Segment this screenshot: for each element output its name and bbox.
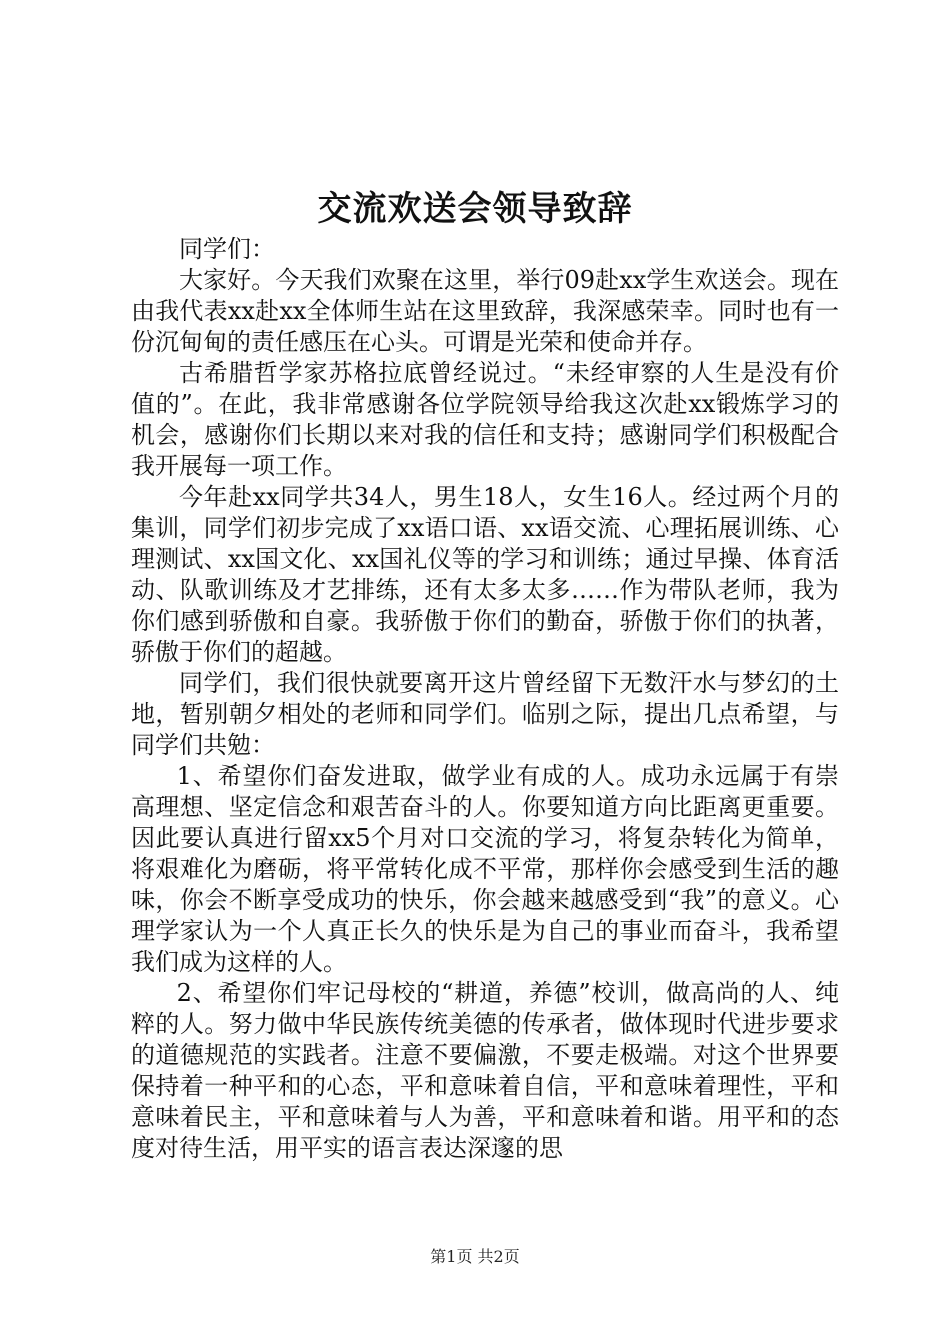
greeting: 同学们： [179,235,275,263]
paragraph-1: 大家好。今天我们欢聚在这里，举行09赴xx学生欢送会。现在由我代表xx赴xx全体师生站在这里致辞，我深感荣幸。同时也有一份沉甸甸的责任感压在心头。可谓是光荣和使命并存。 [131,266,839,356]
document-title: 交流欢送会领导致辞 [317,189,633,229]
page-footer: 第1页 共2页 [430,1247,520,1266]
paragraph-5: 1、希望你们奋发进取，做学业有成的人。成功永远属于有崇高理想、坚定信念和艰苦奋斗的人。你要知道方向比距离更重要。因此要认真进行留xx5个月对口交流的学习，将复杂转化为简单，将艰难化为磨砺，将平常转化成不平常，那样你会感受到生活的趣味，你会不断享受成功的快乐，你会越来越感受到“我”的意义。心理学家认为一个人真正长久的快乐是为自己的事业而奋斗，我希望我们成为这样的人。 [131,762,839,976]
paragraph-6: 2、希望你们牢记母校的“耕道，养德”校训，做高尚的人、纯粹的人。努力做中华民族传统美德的传承者，做体现时代进步要求的道德规范的实践者。注意不要偏激，不要走极端。对这个世界要保持着一种平和的心态，平和意味着自信，平和意味着理性，平和意味着民主，平和意味着与人为善，平和意味着和谐。用平和的态度对待生活，用平实的语言表达深邃的思 [131,979,839,1162]
paragraph-2: 古希腊哲学家苏格拉底曾经说过。“未经审察的人生是没有价值的”。在此，我非常感谢各位学院领导给我这次赴xx锻炼学习的机会，感谢你们长期以来对我的信任和支持；感谢同学们积极配合我开展每一项工作。 [131,359,839,480]
document-body [131,234,839,1164]
paragraph-4: 同学们，我们很快就要离开这片曾经留下无数汗水与梦幻的土地，暂别朝夕相处的老师和同学们。临别之际，提出几点希望，与同学们共勉： [131,669,839,759]
paragraph-3: 今年赴xx同学共34人，男生18人，女生16人。经过两个月的集训，同学们初步完成了xx语口语、xx语交流、心理拓展训练、心理测试、xx国文化、xx国礼仪等的学习和训练；通过早操、体育活动、队歌训练及才艺排练，还有太多太多……作为带队老师，我为你们感到骄傲和自豪。我骄傲于你们的勤奋，骄傲于你们的执著，骄傲于你们的超越。 [131,483,839,666]
